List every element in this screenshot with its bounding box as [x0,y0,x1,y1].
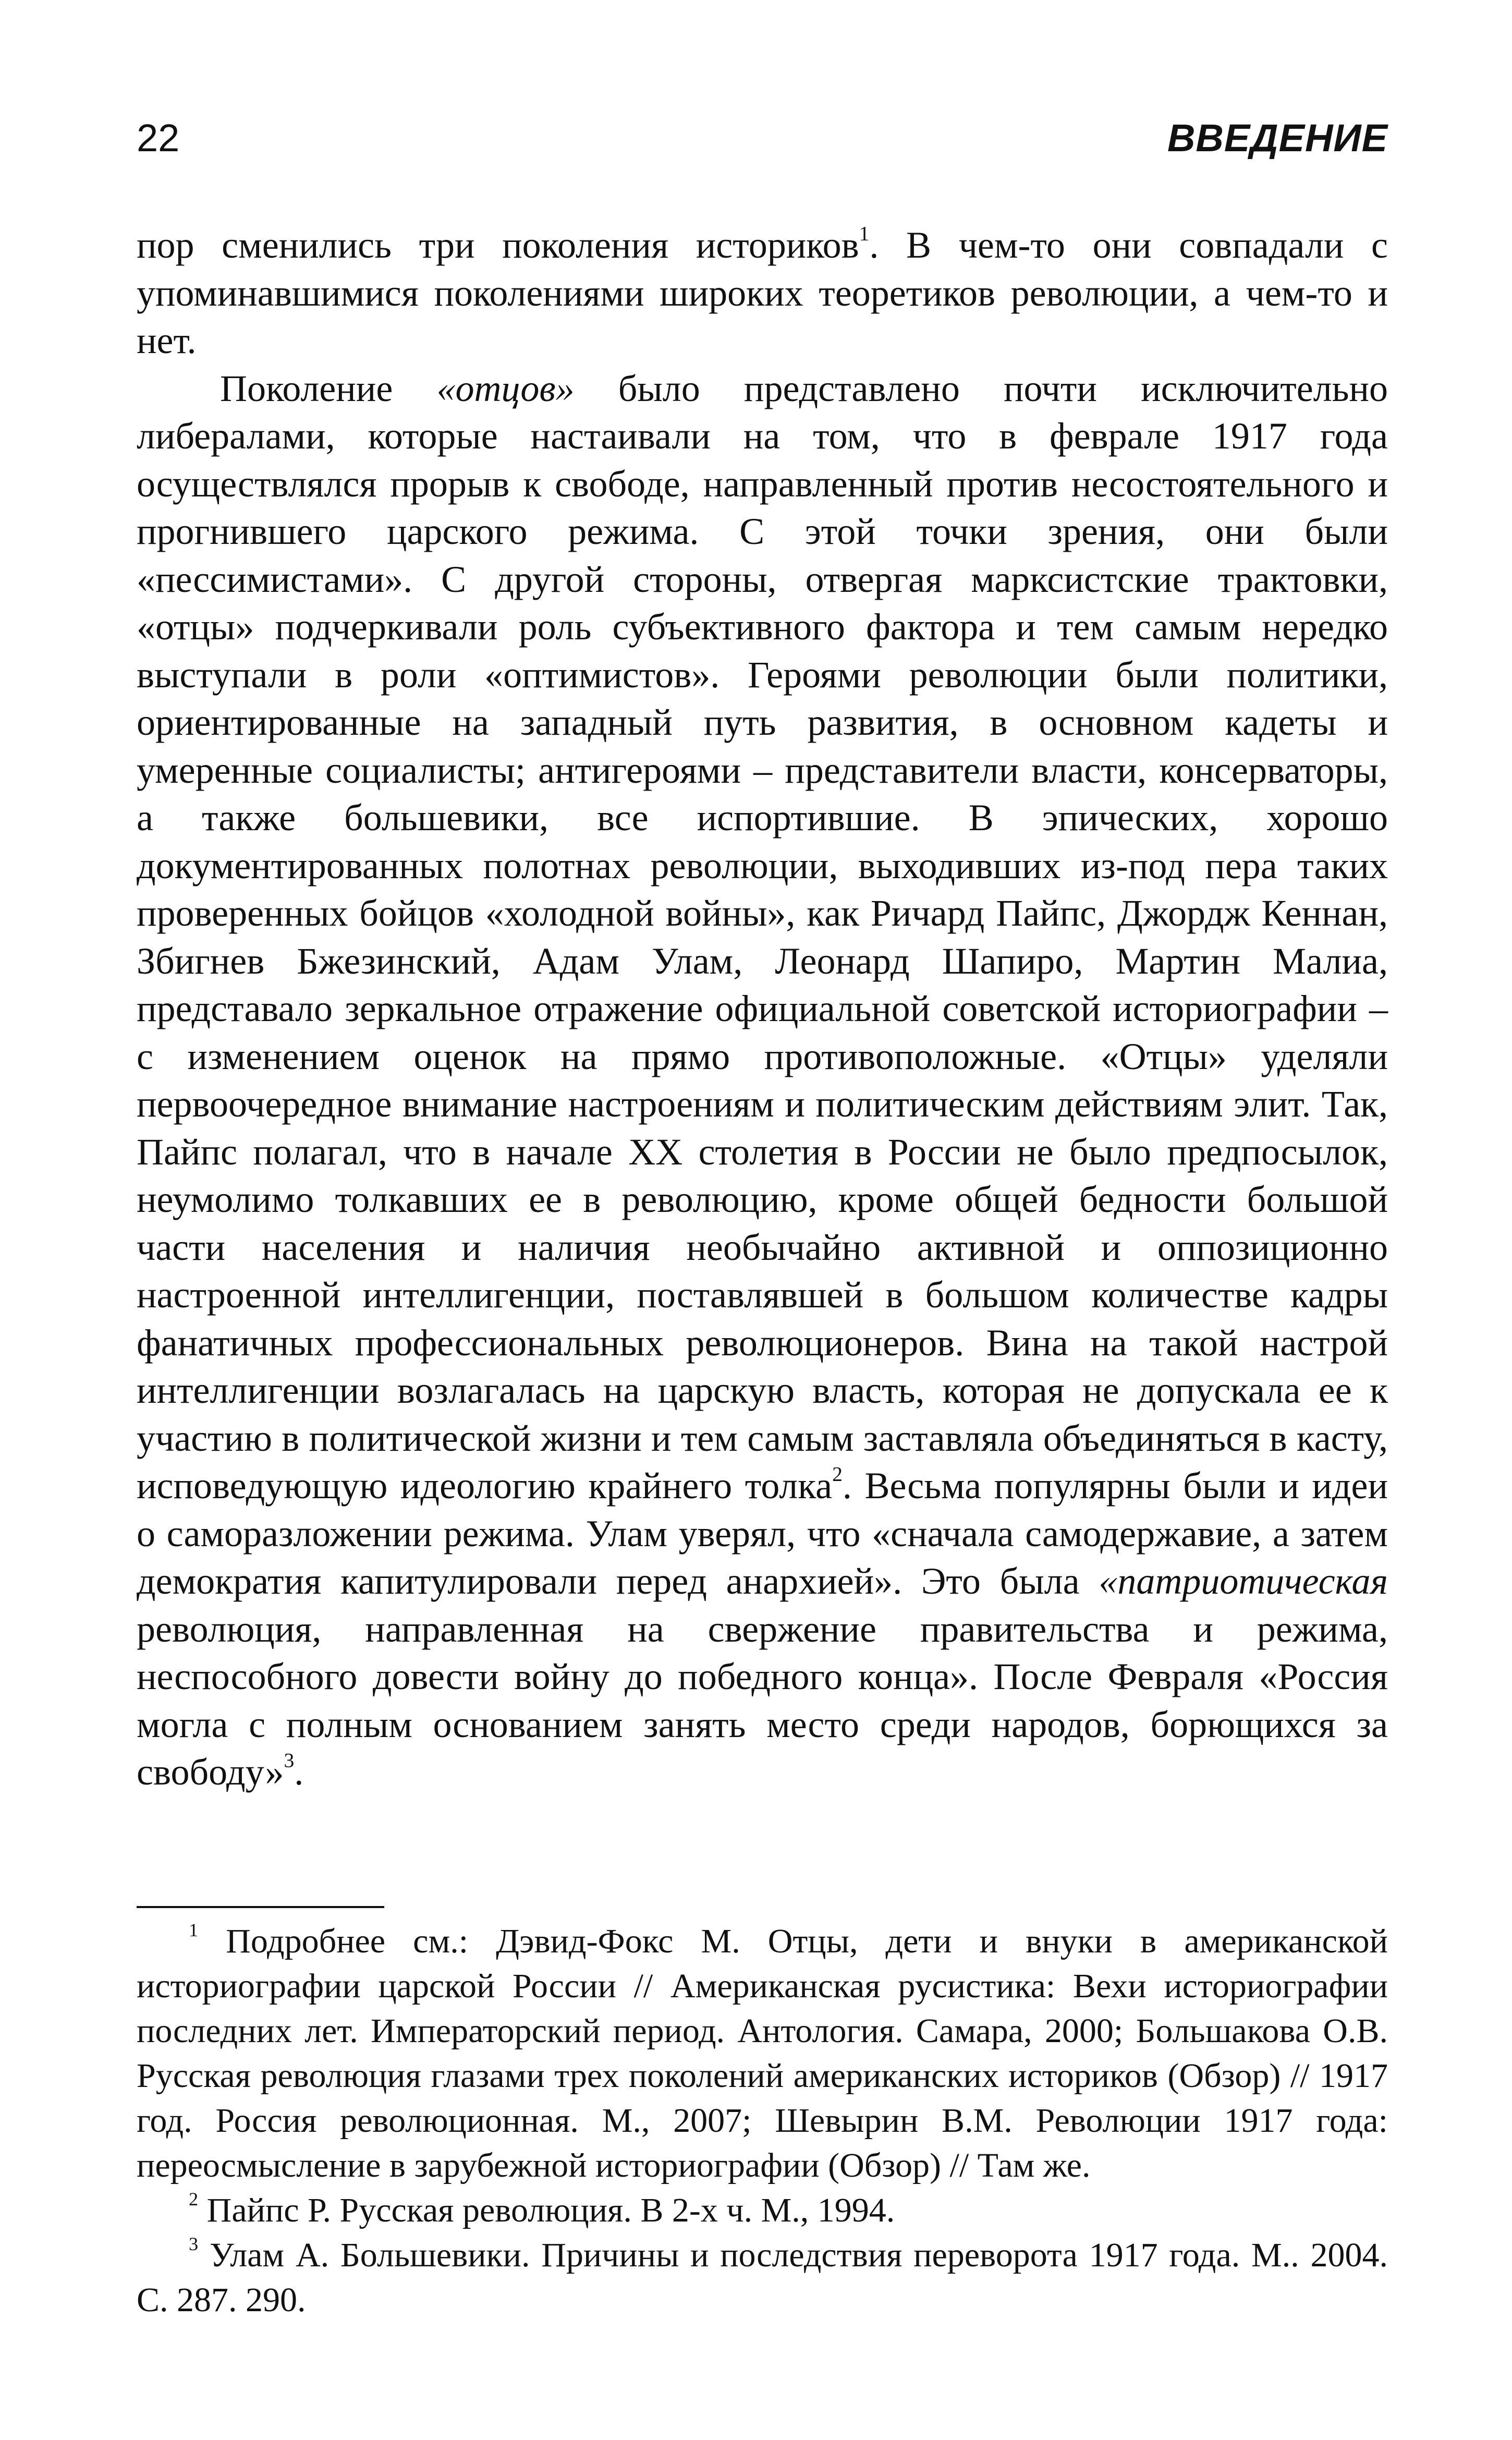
footnote-3 [137,2233,1388,2323]
footnote-mark-3: 3 [189,2233,199,2255]
paragraph-2 [137,365,1388,1796]
running-head: ВВЕДЕНИЕ [1167,116,1388,160]
footnote-ref-2: 2 [832,1462,843,1486]
footnotes [137,1919,1388,2323]
footnote-ref-3: 3 [284,1749,295,1772]
page-number: 22 [137,116,180,160]
p1-text: пор сменились три поколения историков [137,224,859,266]
footnote-2 [137,2188,1388,2233]
p2-italic-patriotic: «патриотическая [1099,1560,1388,1602]
p2-italic-fathers: «отцов» [436,367,575,409]
p2-d: революция, направленная на свержение правительства и режима, неспособного довести войну до победного конца». После Февраля «Россия могла с полным основанием занять место среди народов, борющихся за свободу» [137,1608,1388,1793]
paragraph-1 [137,222,1388,365]
p2-c: . Весьма популярны были и идеи о саморазложении режима. Улам уверял, что «сначала самодержавие, а затем демократия капитулировали перед анархией». Это была [137,1465,1388,1602]
page-header [137,112,1388,169]
footnote-ref-1: 1 [859,222,870,245]
book-page [137,0,1388,2440]
footnote-1 [137,1919,1388,2188]
p2-end: . [294,1751,304,1793]
footnote-text-3: Улам А. Большевики. Причины и последствия переворота 1917 года. М.. 2004. С. 287. 290. [137,2236,1388,2319]
p2-b: было представлено почти исключительно либералами, которые настаивали на том, что в феврале 1917 года осуществлялся прорыв к свободе, направленный против несостоятельного и прогнившего царского режима. С этой точки зрения, они были «пессимистами». С другой стороны, отвергая марксистские трактовки, «отцы» подчеркивали роль субъективного фактора и тем самым нередко выступали в роли «оптимистов». Героями революции были политики, ориентированные на западный путь развития, в основном кадеты и умеренные социалисты; антигероями – представители власти, консерваторы, а также большевики, все испортившие. В эпических, хорошо документированных полотнах революции, выходивших из-под пера таких проверенных бойцов «холодной войны», как Ричард Пайпс, Джордж Кеннан, Збигнев Бжезинский, Адам Улам, Леонард Шапиро, Мартин Малиа, представало зеркальное отражение официальной советской историографии – с изменением оценок на прямо противоположные. «Отцы» уделяли первоочередное внимание настроениям и политическим действиям элит. Так, Пайпс полагал, что в начале XX столетия в России не было предпосылок, неумолимо толкавших ее в революцию, кроме общей бедности большой части населения и наличия необычайно активной и оппозиционно настроенной интеллигенции, поставлявшей в большом количестве кадры фанатичных профессиональных революционеров. Вина на такой настрой интеллигенции возлагалась на царскую власть, которая не допускала ее к участию в политической жизни и тем самым заставляла объединяться в касту, исповедующую идеологию крайнего толка [137,367,1388,1507]
p2-a: Поколение [220,367,437,409]
main-text [137,222,1388,1796]
p1-tail: . В чем-то они совпадали с упоминавшимися поколениями широких теоретиков революции, а чем-то и нет. [137,224,1388,361]
footnote-mark-2: 2 [189,2189,199,2210]
footnote-text-1: Подробнее см.: Дэвид-Фокс М. Отцы, дети и внуки в американской историографии царской России // Американская русистика: Вехи историографии последних лет. Императорский период. Антология. Самара, 2000; Большакова О.В. Русская революция глазами трех поколений американских историков (Обзор) // 1917 год. Россия революционная. М., 2007; Шевырин В.М. Революции 1917 года: переосмысление в зарубежной историографии (Обзор) // Там же. [137,1922,1388,2184]
footnote-divider [137,1906,384,1908]
footnote-text-2: Пайпс Р. Русская революция. В 2-х ч. М., 1994. [198,2191,895,2229]
footnote-mark-1: 1 [189,1920,199,1941]
